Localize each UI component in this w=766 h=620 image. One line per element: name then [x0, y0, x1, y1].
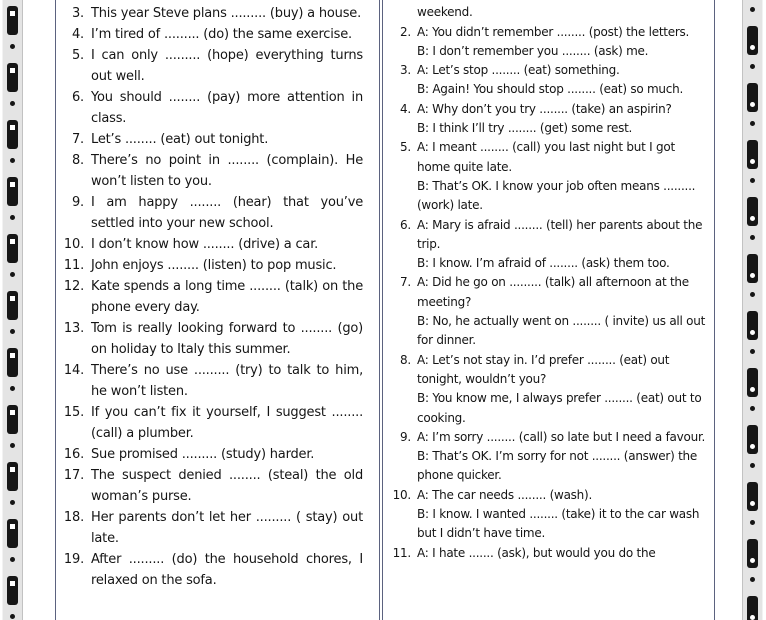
filmstrip-unit — [7, 173, 18, 230]
filmstrip-block — [7, 63, 18, 92]
filmstrip-block — [7, 120, 18, 149]
filmstrip-dot — [750, 577, 755, 582]
filmstrip-dot — [10, 215, 15, 220]
dialogue-line: B: I know. I wanted ........ (take) it to the car wash but I didn’t have time. — [417, 507, 700, 541]
filmstrip-unit — [747, 287, 758, 344]
exercise-item — [62, 87, 363, 129]
item-number: 17. — [63, 468, 84, 483]
filmstrip-dot — [10, 44, 15, 49]
exercise-item — [62, 276, 363, 318]
exercise-item — [62, 402, 363, 444]
item-text: Let’s ........ (eat) out tonight. — [91, 132, 269, 147]
filmstrip-unit — [7, 515, 18, 572]
exercise-panel-left — [55, 0, 380, 620]
item-text: Kate spends a long time ........ (talk) on the phone every day. — [91, 279, 363, 315]
filmstrip-block — [747, 482, 758, 511]
filmstrip-dot — [10, 158, 15, 163]
dialogue-line: A: Mary is afraid ........ (tell) her parents about the trip. — [417, 217, 703, 251]
item-number: 10. — [63, 237, 84, 252]
dialogue-item — [389, 61, 706, 100]
filmstrip-unit — [7, 401, 18, 458]
filmstrip-unit — [7, 59, 18, 116]
filmstrip-hole — [10, 68, 15, 73]
filmstrip-unit — [7, 287, 18, 344]
dialogue-lines — [417, 61, 706, 100]
filmstrip-hole — [10, 11, 15, 16]
filmstrip-dot — [10, 614, 15, 619]
filmstrip-unit — [747, 344, 758, 401]
filmstrip-hole — [750, 387, 755, 392]
dialogue-lines — [417, 273, 706, 350]
exercise-item — [62, 234, 363, 255]
filmstrip-dot — [750, 7, 755, 12]
dialogue-item — [389, 138, 706, 215]
item-number: 9. — [71, 195, 84, 210]
dialogue-line: B: I don’t remember you ........ (ask) me. — [417, 43, 649, 58]
filmstrip-dot — [750, 292, 755, 297]
filmstrip-hole — [10, 239, 15, 244]
exercise-list-right — [383, 0, 714, 563]
filmstrip-dot — [750, 121, 755, 126]
dialogue-item — [389, 273, 706, 350]
item-text: After ......... (do) the household chores, I relaxed on the sofa. — [91, 552, 363, 588]
dialogue-lines — [417, 216, 706, 274]
item-number: 4. — [400, 101, 411, 116]
item-number: 8. — [71, 153, 84, 168]
filmstrip-unit — [747, 2, 758, 59]
dialogue-line: B: That’s OK. I know your job often means ......... (work) late. — [417, 178, 696, 213]
filmstrip-block — [747, 26, 758, 55]
dialogue-line: A: Let’s stop ........ (eat) something. — [417, 63, 620, 78]
decorative-border-right — [742, 0, 763, 620]
dialogue-item — [389, 216, 706, 274]
item-text: Tom is really looking forward to ........ (go) on holiday to Italy this summer. — [91, 321, 363, 357]
filmstrip-unit — [7, 2, 18, 59]
exercise-item — [62, 465, 363, 507]
filmstrip-dot — [10, 329, 15, 334]
item-number: 7. — [400, 275, 411, 290]
exercise-item — [62, 507, 363, 549]
dialogue-line: A: Did he go on ......... (talk) all afternoon at the meeting? — [417, 275, 689, 309]
filmstrip-block — [747, 83, 758, 112]
filmstrip-unit — [747, 230, 758, 287]
exercise-item — [62, 318, 363, 360]
filmstrip-hole — [750, 444, 755, 449]
filmstrip-hole — [750, 558, 755, 563]
filmstrip-hole — [750, 102, 755, 107]
item-number: 9. — [400, 429, 411, 444]
dialogue-line: A: I meant ........ (call) you last night but I got home quite late. — [417, 140, 675, 174]
exercise-panel-right — [382, 0, 715, 620]
item-number: 6. — [71, 90, 84, 105]
exercise-item — [62, 24, 363, 45]
filmstrip-hole — [750, 273, 755, 278]
item-number: 19. — [63, 552, 84, 567]
filmstrip-unit — [747, 116, 758, 173]
filmstrip-dot — [750, 349, 755, 354]
dialogue-line: weekend. — [417, 5, 473, 20]
decorative-border-left — [2, 0, 23, 620]
filmstrip-dot — [750, 463, 755, 468]
exercise-item — [62, 192, 363, 234]
filmstrip-block — [747, 140, 758, 169]
dialogue-line: A: The car needs ........ (wash). — [417, 487, 593, 502]
item-text: The suspect denied ........ (steal) the old woman’s purse. — [91, 468, 363, 504]
exercise-item — [62, 150, 363, 192]
filmstrip-block — [7, 6, 18, 35]
filmstrip-block — [747, 311, 758, 340]
dialogue-line: A: I’m sorry ........ (call) so late but I need a favour. — [417, 429, 706, 444]
dialogue-lines — [417, 351, 706, 428]
filmstrip-block — [747, 368, 758, 397]
item-number: 18. — [63, 510, 84, 525]
filmstrip-unit — [747, 458, 758, 515]
filmstrip-hole — [750, 330, 755, 335]
filmstrip-hole — [10, 467, 15, 472]
dialogue-lines — [417, 100, 706, 139]
dialogue-item — [389, 23, 706, 62]
exercise-item — [62, 360, 363, 402]
filmstrip-unit — [7, 230, 18, 287]
dialogue-item — [389, 100, 706, 139]
item-text: You should ........ (pay) more attention in class. — [91, 90, 363, 126]
item-number: 2. — [400, 24, 411, 39]
filmstrip-block — [7, 462, 18, 491]
dialogue-line: A: I hate ....... (ask), but would you do the — [417, 545, 656, 560]
item-text: I don’t know how ........ (drive) a car. — [91, 237, 319, 252]
item-number: 5. — [71, 48, 84, 63]
filmstrip-dot — [10, 557, 15, 562]
filmstrip-block — [747, 254, 758, 283]
filmstrip-dot — [10, 500, 15, 505]
dialogue-line: A: Why don’t you try ........ (take) an aspirin? — [417, 101, 672, 116]
filmstrip-hole — [750, 159, 755, 164]
filmstrip-block — [7, 519, 18, 548]
filmstrip-unit — [7, 116, 18, 173]
filmstrip-block — [747, 197, 758, 226]
item-number: 8. — [400, 352, 411, 367]
filmstrip-hole — [10, 182, 15, 187]
filmstrip-hole — [10, 125, 15, 130]
filmstrip-hole — [10, 296, 15, 301]
filmstrip-unit — [747, 515, 758, 572]
filmstrip-dot — [10, 386, 15, 391]
filmstrip-block — [7, 177, 18, 206]
dialogue-item — [389, 351, 706, 428]
dialogue-lines — [417, 138, 706, 215]
filmstrip-block — [7, 576, 18, 605]
item-number: 12. — [63, 279, 84, 294]
dialogue-lines — [417, 486, 706, 544]
filmstrip-block — [7, 348, 18, 377]
exercise-item — [62, 549, 363, 591]
filmstrip-unit — [747, 401, 758, 458]
filmstrip-dot — [750, 406, 755, 411]
filmstrip-hole — [10, 524, 15, 529]
item-number: 3. — [71, 6, 84, 21]
filmstrip-block — [747, 425, 758, 454]
exercise-item — [62, 444, 363, 465]
filmstrip-block — [7, 234, 18, 263]
filmstrip-block — [7, 405, 18, 434]
dialogue-line: B: Again! You should stop ........ (eat) so much. — [417, 82, 684, 97]
item-text: Her parents don’t let her ......... ( stay) out late. — [91, 510, 363, 546]
filmstrip-dot — [750, 520, 755, 525]
filmstrip-block — [747, 539, 758, 568]
item-number: 4. — [71, 27, 84, 42]
filmstrip-hole — [750, 615, 755, 620]
exercise-list-left — [56, 3, 379, 591]
item-number: 16. — [63, 447, 84, 462]
dialogue-lines — [417, 544, 706, 563]
filmstrip-unit — [7, 458, 18, 515]
filmstrip-block — [7, 291, 18, 320]
dialogue-line: B: That’s OK. I’m sorry for not ........ (answer) the phone quicker. — [417, 449, 698, 483]
filmstrip-hole — [10, 581, 15, 586]
dialogue-item — [389, 544, 706, 563]
exercise-item — [62, 129, 363, 150]
filmstrip-block — [747, 596, 758, 620]
dialogue-item — [389, 0, 706, 23]
filmstrip-unit — [747, 572, 758, 620]
item-text: I’m tired of ......... (do) the same exercise. — [91, 27, 352, 42]
item-number: 10. — [392, 487, 411, 502]
item-number: 6. — [400, 217, 411, 232]
filmstrip-hole — [750, 216, 755, 221]
filmstrip-hole — [10, 353, 15, 358]
filmstrip-hole — [750, 45, 755, 50]
dialogue-lines — [417, 23, 706, 62]
dialogue-line: A: You didn’t remember ........ (post) the letters. — [417, 24, 690, 39]
dialogue-line: A: Let’s not stay in. I’d prefer ........ (eat) out tonight, wouldn’t you? — [417, 352, 670, 386]
dialogue-line: B: I know. I’m afraid of ........ (ask) them too. — [417, 256, 670, 271]
dialogue-line: B: No, he actually went on ........ ( invite) us all out for dinner. — [417, 314, 706, 348]
item-number: 11. — [392, 545, 411, 560]
item-text: There’s no point in ........ (complain). He won’t listen to you. — [91, 153, 363, 189]
item-text: I can only ......... (hope) everything turns out well. — [91, 48, 363, 84]
dialogue-lines — [417, 0, 706, 23]
filmstrip-dot — [750, 64, 755, 69]
filmstrip-unit — [747, 59, 758, 116]
filmstrip-dot — [10, 101, 15, 106]
item-text: If you can’t fix it yourself, I suggest ........ (call) a plumber. — [91, 405, 363, 441]
exercise-item — [62, 255, 363, 276]
filmstrip-unit — [747, 173, 758, 230]
dialogue-lines — [417, 428, 706, 486]
filmstrip-dot — [750, 235, 755, 240]
filmstrip-dot — [10, 443, 15, 448]
filmstrip-unit — [7, 344, 18, 401]
dialogue-line: B: I think I’ll try ........ (get) some rest. — [417, 121, 633, 136]
exercise-item — [62, 3, 363, 24]
item-number: 3. — [400, 63, 411, 78]
item-text: This year Steve plans ......... (buy) a house. — [91, 6, 361, 21]
filmstrip-hole — [10, 410, 15, 415]
filmstrip-dot — [10, 272, 15, 277]
item-number: 13. — [63, 321, 84, 336]
item-number: 5. — [400, 140, 411, 155]
dialogue-line: B: You know me, I always prefer ........ (eat) out to cooking. — [417, 391, 702, 425]
item-text: There’s no use ......... (try) to talk to him, he won’t listen. — [91, 363, 363, 399]
exercise-item — [62, 45, 363, 87]
item-text: Sue promised ......... (study) harder. — [91, 447, 315, 462]
item-text: John enjoys ........ (listen) to pop music. — [91, 258, 337, 273]
filmstrip-hole — [750, 501, 755, 506]
item-text: I am happy ........ (hear) that you’ve settled into your new school. — [91, 195, 363, 231]
dialogue-item — [389, 486, 706, 544]
filmstrip-unit — [7, 572, 18, 620]
item-number: 14. — [63, 363, 84, 378]
item-number: 11. — [63, 258, 84, 273]
item-number: 15. — [63, 405, 84, 420]
filmstrip-dot — [750, 178, 755, 183]
dialogue-item — [389, 428, 706, 486]
item-number: 7. — [71, 132, 84, 147]
